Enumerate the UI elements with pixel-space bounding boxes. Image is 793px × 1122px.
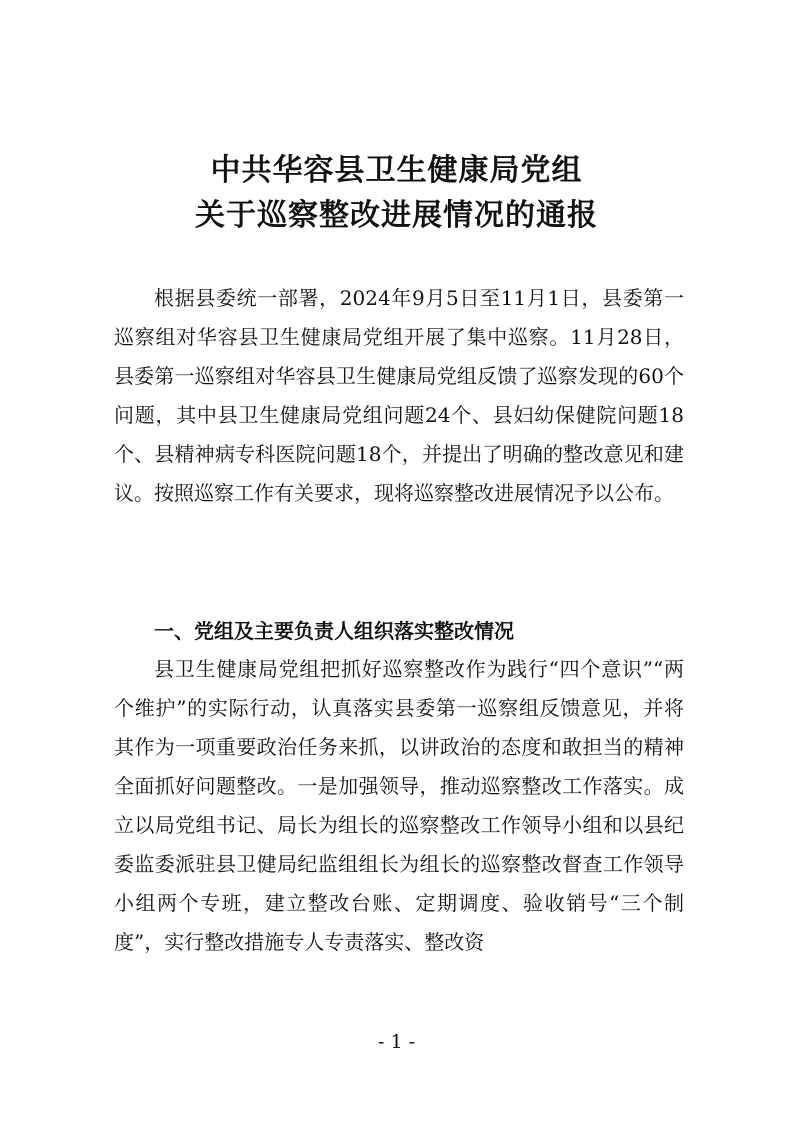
paragraph-section-1: 县卫生健康局党组把抓好巡察整改作为践行“四个意识”“两个维护”的实际行动，认真落实县委第一巡察组反馈意见，并将其作为一项重要政治任务来抓，以讲政治的态度和敢担当的精神全面抓好问题整改。一是加强领导，推动巡察整改工作落实。成立以局党组书记、局长为组长的巡察整改工作领导小组和以县纪委监委派驻县卫健局纪监组组长为组长的巡察整改督查工作领导小组两个专班，建立整改台账、定期调度、验收销号“三个制度”，实行整改措施专人专责落实、整改资 — [114, 657, 684, 954]
title-line-2: 关于巡察整改进展情况的通报 — [195, 198, 598, 233]
paragraph-intro: 根据县委统一部署，2024年9月5日至11月1日，县委第一巡察组对华容县卫生健康局党组开展了集中巡察。11月28日，县委第一巡察组对华容县卫生健康局党组反馈了巡察发现的60个问题，其中县卫生健康局党组问题24个、县妇幼保健院问题18个、县精神病专科医院问题18个，并提出了明确的整改意见和建议。按照巡察工作有关要求，现将巡察整改进展情况予以公布。 — [114, 286, 684, 505]
section-heading-1: 一、党组及主要负责人组织落实整改情况 — [154, 619, 514, 643]
title-line-1: 中共华容县卫生健康局党组 — [210, 153, 583, 188]
page-number: - 1 - — [377, 1031, 415, 1053]
